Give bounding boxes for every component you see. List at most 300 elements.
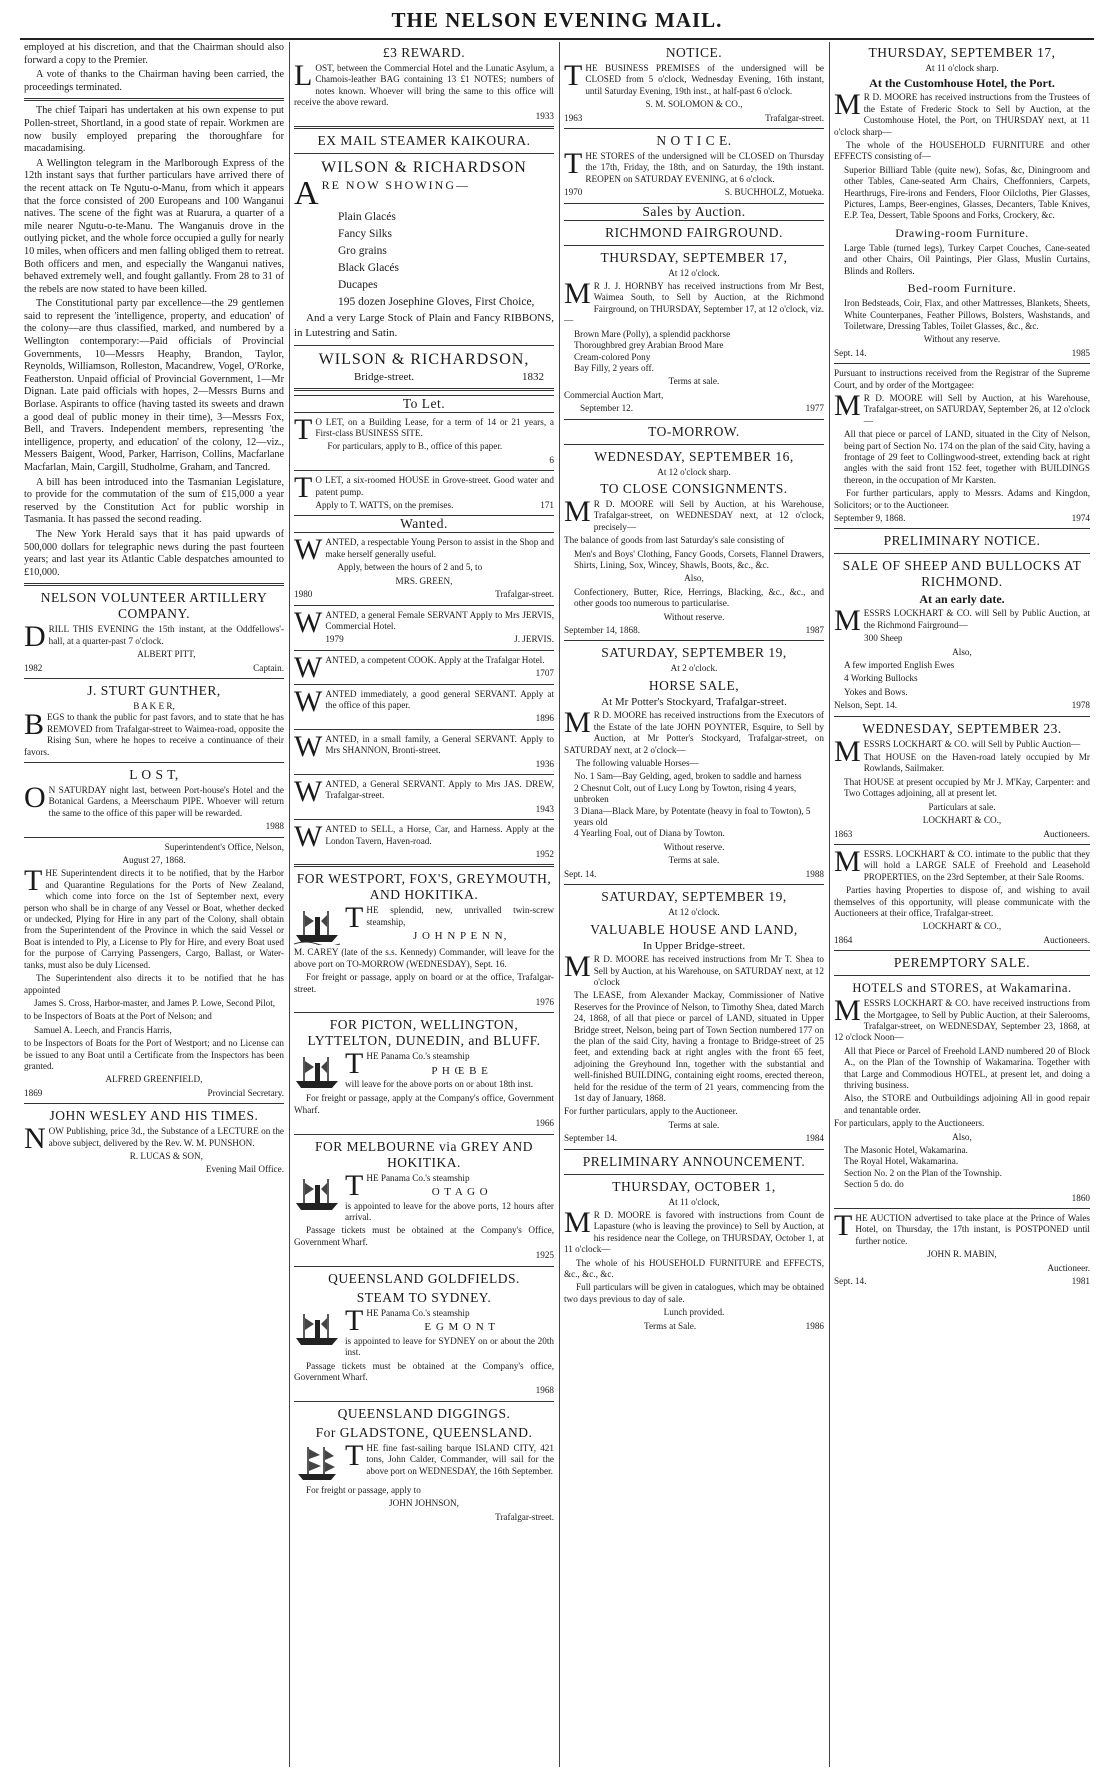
drop-cap: T <box>345 1438 364 1472</box>
ad-text: For freight or passage, apply on board or at the office, Trafalgar-street. <box>294 972 554 994</box>
ad-number: 1970 <box>564 187 583 198</box>
ad-heading: VALUABLE HOUSE AND LAND, <box>590 921 798 937</box>
ad-heading: NELSON VOLUNTEER ARTILLERY COMPANY. <box>40 590 268 622</box>
steamship-icon <box>294 907 340 945</box>
ad-address: Bridge-street. <box>354 371 415 384</box>
sale-time: At 12 o'clock. <box>668 907 720 918</box>
ad-number: 1974 <box>1071 513 1090 523</box>
ad-date: Nelson, Sept. 14. <box>834 700 898 711</box>
ad-signature: S. M. SOLOMON & CO., <box>645 99 743 110</box>
ad-signature: JOHN JOHNSON, <box>389 1498 459 1509</box>
article-text: The chief Taipari has undertaken at his own expense to put Pollen-street, Shortland, in a good state of repair. Workmen are now busily employed preparing the thoroughfare for macadamising. <box>24 105 284 155</box>
section-heading: To Let. <box>294 395 554 413</box>
divider <box>294 605 554 606</box>
ad-text: HE Panama Co.'s steamship <box>366 1051 470 1062</box>
divider <box>294 729 554 730</box>
ad-text: Full particulars will be given in catalogues, which may be obtained two days previous to day of sale. <box>564 1282 824 1304</box>
drop-cap: T <box>834 1209 853 1243</box>
ad-text: R D. MOORE is favored with instructions from Count de Lapasture (who is leaving the province) to Sell by Auction, at his residence near the College, on THURSDAY, October 1, at 11 o'clock— <box>564 1210 824 1255</box>
ad-role: Provincial Secretary. <box>207 1087 284 1098</box>
ad-text: ANTED, a general Female SERVANT Apply to Mrs JERVIS, Commercial Hotel. <box>325 609 554 631</box>
ad-text: For further particulars, apply to Messrs. Adams and Kingdon, Solicitors; or to the Auctioneer. <box>834 488 1090 510</box>
steamship-icon <box>294 1175 340 1213</box>
ad-text: R D. MOORE has received instructions from the Executors of the Estate of the late JOHN POYNTER, Esquire, to Sell by Auction, at Mr Potter's Stockyard, Trafalgar-street, on SATURDAY next, at 2 o'clock— <box>564 710 824 755</box>
ad-terms: Terms at sale. <box>668 1119 720 1130</box>
ad-number: 1943 <box>535 803 554 814</box>
sale-date: SATURDAY, SEPTEMBER 19, <box>601 645 787 661</box>
goods-list <box>338 209 554 311</box>
ad-terms: Without reserve. <box>663 611 725 622</box>
goods-item: 195 dozen Josephine Gloves, First Choice, <box>338 296 535 309</box>
divider <box>24 1103 284 1104</box>
ad-text: And a very Large Stock of Plain and Fancy RIBBONS, in Lutestring and Satin. <box>294 312 554 340</box>
divider <box>294 153 554 154</box>
sale-date: THURSDAY, OCTOBER 1, <box>612 1178 776 1194</box>
ad-signature: ALBERT PITT, <box>137 649 196 660</box>
drop-cap: T <box>294 471 313 505</box>
ad-heading: NOTICE. <box>665 45 723 60</box>
ad-text: RE NOW SHOWING— <box>321 178 470 193</box>
divider <box>564 1149 824 1150</box>
article-text: A Wellington telegram in the Marlborough Express of the 12th instant says that further particulars have arrived there of the recent attack on Te Ngutu-o-Manu, from which it appears that the force consisted of 200 Europeans and 100 Wanganui natives. The scene of the fight was at Ruarura, a quarter of a mile nearer Ngutu-o-te-Manu. The Wanganuis drove in the outlying picket, and the whole force occupied a gully for nearly 10 miles, when officers and men falling obliged them to retreat. Both officers and men, and especially the Wanganui natives, behaved extremely well, and fought gallantly. From 28 to 31 of the rebels are now stated to have been killed. <box>24 157 284 295</box>
divider <box>564 884 824 885</box>
ad-subheading: B A K E R, <box>133 700 175 711</box>
section-heading: Sales by Auction. <box>564 203 824 221</box>
ad-role: Auctioneer. <box>1047 1262 1090 1273</box>
ad-text: The whole of his HOUSEHOLD FURNITURE and EFFECTS, &c., &c., &c. <box>564 1257 824 1280</box>
lot-item: 300 Sheep <box>864 633 903 644</box>
article-text: The Constitutional party par excellence—the 29 gentlemen said to represent the 'intelligence, property, and education' of the colony—are thus classified, marked, and numbered by a Wellington contemporary:—Paid officials of Provincial Governments, 10—Messrs Heaphy, Brandon, Taylor, Reynolds, Williamson, Rolleston, Macandrew, Vogel, O'Rorke, Featherston. Unpaid official of Provincial Government, 1—Mr Dignan. Late paid officials with hopes, 2—Messrs Burns and Borlase. Aspirants to office (having tasted its sweets and drawn a good deal of public money in their time), 3—Messrs Fox, Bell, and Travers. Independent members, representing 'the intelligence, property, and education' of the colony, 12—viz., Messers Baigent, Wood, Parker, Harrison, Collins, Macfarlane Macfarlan, Main, Cargill, Studholme, Graham, and Tancred. <box>24 298 284 473</box>
sale-date: WEDNESDAY, SEPTEMBER 23. <box>862 720 1062 736</box>
ad-text: The balance of goods from last Saturday's sale consisting of <box>564 535 785 546</box>
masthead <box>0 0 1114 40</box>
divider <box>24 762 284 763</box>
column-1 <box>20 42 288 1767</box>
divider <box>834 1208 1090 1209</box>
ad-heading: PRELIMINARY NOTICE. <box>883 533 1041 549</box>
ad-text: ANTED to SELL, a Horse, Car, and Harness. Apply at the London Tavern, Haven-road. <box>325 824 554 846</box>
sailing-ship-icon <box>294 1445 340 1483</box>
ad-text: R D. MOORE will Sell by Auction, at his Warehouse, Trafalgar-street, on SATURDAY, September 26, at 12 o'clock— <box>863 392 1090 426</box>
column-2 <box>290 42 558 1767</box>
divider <box>294 345 554 346</box>
ad-date: September 14, 1868. <box>564 625 641 635</box>
ad-text: RILL THIS EVENING the 15th instant, at the Oddfellows'-hall, at a quarter-past 7 o'clock. <box>48 624 284 646</box>
ad-text: For freight or passage, apply at the Company's office, Government Wharf. <box>294 1093 554 1115</box>
divider <box>294 774 554 775</box>
ad-role: Auctioneers. <box>1043 934 1090 945</box>
ship-name: P H Œ B E <box>431 1064 489 1077</box>
lot-list <box>574 771 824 839</box>
ad-text: Parties having Properties to dispose of, and wishing to avail themselves of this opportunity, will please communicate with the Auctioneers at their office, Trafalgar-street. <box>834 885 1090 918</box>
ad-number: 1988 <box>265 821 284 832</box>
ad-text: That HOUSE at present occupied by Mr J. M'Kay, Carpenter: and Two Cottages adjoining, all at present let. <box>844 776 1090 799</box>
ad-text: to be Inspectors of Boats at the Port of Nelson; and <box>24 1011 212 1022</box>
lot-list <box>574 329 824 375</box>
ship-name: J O H N P E N N, <box>412 930 508 943</box>
column-3 <box>560 42 828 1767</box>
ad-text: The Superintendent also directs it to be notified that he has appointed <box>24 973 284 995</box>
ad-number: 1980 <box>294 589 313 600</box>
ad-date: August 27, 1868. <box>122 855 186 866</box>
ad-subheading: At an early date. <box>919 592 1005 607</box>
ad-text: For particulars, apply to B., office of this paper. <box>327 441 503 452</box>
ad-signature: LOCKHART & CO., <box>922 921 1002 932</box>
drop-cap: T <box>345 1168 364 1202</box>
ad-heading: STEAM TO SYDNEY. <box>356 1289 492 1305</box>
divider <box>24 678 284 679</box>
drop-cap: M <box>834 994 861 1028</box>
ad-heading: RICHMOND FAIRGROUND. <box>605 224 783 240</box>
drop-cap: M <box>564 706 591 740</box>
ad-role: Captain. <box>253 662 284 673</box>
ad-number: 1933 <box>535 110 554 121</box>
divider <box>564 640 824 641</box>
ad-text: will leave for the above ports on or about 18th inst. <box>345 1079 534 1090</box>
ad-text: Passage tickets must be obtained at the Company's office, Government Wharf. <box>294 1360 554 1382</box>
ad-text: R D. MOORE has received instructions from the Trustees of the Estate of Frederic Stock to Sell by Auction, at the Customhouse Hotel, the Port, on THURSDAY next, at 11 o'clock sharp— <box>834 92 1090 137</box>
lot-item: The Royal Hotel, Wakamarina. <box>844 1156 959 1167</box>
ad-text: is appointed to leave for SYDNEY on or about the 20th inst. <box>345 1335 554 1358</box>
ad-text: HE BUSINESS PREMISES of the undersigned will be CLOSED from 5 o'clock, Wednesday Evening, 16th instant, until Saturday Evening, 19th inst., at half-past 6 o'clock. <box>585 63 824 96</box>
ad-text: to be Inspectors of Boats for the Port of Westport; and no License can be issued to any Boat until a Certificate from the Inspectors has been granted. <box>24 1038 284 1071</box>
ad-text: O LET, a six-roomed HOUSE in Grove-street. Good water and patent pump. <box>315 475 554 497</box>
drop-cap: M <box>564 1206 591 1239</box>
steamship-icon <box>294 1053 340 1091</box>
ad-date: Sept. 14. <box>564 868 597 879</box>
drop-cap: T <box>564 59 583 92</box>
ad-text: Also, <box>952 646 972 657</box>
ad-terms: Without any reserve. <box>923 334 1001 345</box>
section-heading: Wanted. <box>294 515 554 533</box>
ad-text: Apply, between the hours of 2 and 5, to <box>337 562 483 573</box>
ad-number: 1863 <box>834 828 853 839</box>
article-text: A bill has been introduced into the Tasmanian Legislature, to provide for the commutation of the sum of £15,000 a year reserved by the Constitution Act for public worship in Tasmania. It has passed the second reading. <box>24 476 284 526</box>
ad-heading: WILSON & RICHARDSON <box>321 159 527 177</box>
ad-heading: TO CLOSE CONSIGNMENTS. <box>600 480 788 496</box>
ad-date: September 9, 1868. <box>834 513 906 523</box>
drop-cap: B <box>24 708 45 742</box>
masthead-rule <box>20 38 1094 40</box>
ad-signature: LOCKHART & CO., <box>922 815 1002 826</box>
ad-text: All that piece or parcel of LAND, situated in the City of Nelson, being part of Section No. 174 on the plan of the said City, having a frontage of 29 feet to Collingwood-street, extending back at right angles with the said front 152 feet, together with BUILDINGS thereon, in the occupation of Mr Karsten. <box>844 429 1090 485</box>
goods-item: Ducapes <box>338 279 378 292</box>
ad-text: R D. MOORE will Sell by Auction, at his Warehouse, Trafalgar-street, on WEDNESDAY next, at 12 o'clock, precisely— <box>593 498 824 532</box>
ad-number: 1936 <box>535 758 554 769</box>
ad-text: ANTED immediately, a good general SERVANT. Apply at the office of this paper. <box>325 688 554 710</box>
drop-cap: W <box>294 820 323 854</box>
ad-text: Men's and Boys' Clothing, Fancy Goods, Corsets, Flannel Drawers, Shirts, Lining, Sox, Wincey, Shawls, Boots, &c., &c. <box>574 548 824 570</box>
newspaper-page <box>20 42 1094 1767</box>
ad-heading: FOR PICTON, WELLINGTON, LYTTELTON, DUNEDIN, and BLUFF. <box>307 1017 541 1049</box>
ad-number: 1985 <box>1071 347 1090 358</box>
ad-terms: Terms at Sale. <box>644 1320 697 1331</box>
lot-item: 2 Chesnut Colt, out of Lucy Long by Towton, rising 4 years, unbroken <box>574 782 797 805</box>
ad-signature: MRS. GREEN, <box>395 575 453 586</box>
ship-name: O T A G O <box>431 1186 489 1199</box>
drop-cap: D <box>24 620 46 654</box>
lot-item: 3 Diana—Black Mare, by Potentate (heavy in foal to Towton), 5 years old <box>574 805 811 828</box>
ad-number: 1864 <box>834 934 853 945</box>
sale-date: THURSDAY, SEPTEMBER 17, <box>600 249 788 265</box>
ad-heading: TO-MORROW. <box>648 423 740 439</box>
ad-text: OST, between the Commercial Hotel and the Lunatic Asylum, a Chamois-leather BAG containing 13 £1 NOTES; numbers of notes known. Whoever will bring the same to this office will receive the above reward. <box>294 63 554 108</box>
ad-heading: N O T I C E. <box>656 133 732 149</box>
drop-cap: W <box>294 729 323 763</box>
ad-heading: FOR MELBOURNE via GREY AND HOKITIKA. <box>314 1138 533 1170</box>
sale-date: SATURDAY, SEPTEMBER 19, <box>601 889 787 905</box>
ad-signature: R. LUCAS & SON, <box>129 1150 203 1161</box>
lot-item: A few imported English Ewes <box>844 660 955 671</box>
ad-heading: QUEENSLAND GOLDFIELDS. <box>328 1270 520 1286</box>
divider <box>294 684 554 685</box>
ad-text: OW Publishing, price 3d., the Substance of a LECTURE on the above subject, delivered by the Rev. W. M. PUNSHON. <box>48 1126 284 1148</box>
ad-subheading: Bed-room Furniture. <box>907 281 1017 296</box>
divider <box>834 716 1090 717</box>
ad-text: EGS to thank the public for past favors, and to state that he has REMOVED from Trafalgar-street to Waimea-road, opposite the Rising Sun, where he hopes to receive a continuance of their favors. <box>24 712 284 757</box>
divider <box>294 1012 554 1013</box>
divider <box>294 819 554 820</box>
goods-item: Gro grains <box>338 245 387 258</box>
ad-heading: PRELIMINARY ANNOUNCEMENT. <box>582 1153 806 1169</box>
ad-subheading: Drawing-room Furniture. <box>895 225 1029 240</box>
article-text: A vote of thanks to the Chairman having been carried, the proceedings terminated. <box>24 69 284 93</box>
divider <box>294 126 554 129</box>
ad-text: ESSRS. LOCKHART & CO. intimate to the public that they will hold a LARGE SALE of Freehold and Leasehold PROPERTIES, on the 23rd September, at their Sale Rooms. <box>863 848 1090 882</box>
divider <box>564 1174 824 1175</box>
ad-text: R J. J. HORNBY has received instructions from Mr Best, Waimea South, to Sell by Auction, at the Richmond Fairground, on THURSDAY, September 17, at 12 o'clock, viz.— <box>564 281 824 326</box>
drop-cap: W <box>294 533 323 567</box>
ad-terms: Without reserve. <box>663 841 725 852</box>
ad-number: 1952 <box>535 849 554 859</box>
divider <box>294 470 554 471</box>
ad-text: O LET, on a Building Lease, for a term of 14 or 21 years, a First-class BUSINESS SITE. <box>315 416 554 439</box>
divider <box>564 245 824 246</box>
drop-cap: M <box>834 844 861 878</box>
lot-item: 4 Working Bullocks <box>844 673 918 684</box>
ad-heading: HORSE SALE, <box>648 677 740 693</box>
drop-cap: M <box>834 388 861 422</box>
lot-item: Cream-colored Pony <box>574 351 651 362</box>
ad-date: Sept. 14. <box>834 347 867 358</box>
ad-role: Auctioneers. <box>1043 828 1090 839</box>
ad-date: September 12. <box>580 403 634 414</box>
ad-text: James S. Cross, Harbor-master, and James P. Lowe, Second Pilot, <box>34 997 276 1008</box>
ad-terms: Terms at sale. <box>668 855 720 866</box>
ad-text: N SATURDAY night last, between Port-house's Hotel and the Botanical Gardens, a Meerschaum PIPE. Whoever will return the same to the office of this paper will be rewarded. <box>48 785 284 818</box>
ad-address: Trafalgar-street. <box>495 1511 554 1522</box>
divider <box>294 650 554 651</box>
drop-cap: M <box>564 950 591 984</box>
ad-text: For further particulars, apply to the Auctioneer. <box>564 1106 738 1117</box>
lot-item: Thoroughbred grey Arabian Brood Mare <box>574 340 724 351</box>
ad-text: HE Superintendent directs it to be notified, that by the Harbor and Quarantine Regulations for the Ports of New Zealand, which come into force on the 1st of September next, every person who shall be in charge of any Vessel or Boat, whether decked or undecked, Plying for Hire in any part of the Colony, shall obtain from the Superintendent of the Province in which the said Vessel or Boat is intended to Ply, a License to Ply for Hire, and every Boat used for the purpose of Carrying Passengers, Cargo, Ballast, or Water-tanks, must also be duly Licensed. <box>24 868 284 970</box>
ad-text: For freight or passage, apply to <box>306 1484 421 1495</box>
ad-number: 1896 <box>535 713 554 724</box>
drop-cap: T <box>294 412 313 446</box>
column-4 <box>830 42 1094 1767</box>
ad-text: Pursuant to instructions received from the Registrar of the Supreme Court, and by order of the Mortgagee: <box>834 368 1090 390</box>
article-text: employed at his discretion, and that the Chairman should also forward a copy to the Premier. <box>24 42 284 66</box>
goods-item: Plain Glacés <box>338 211 396 224</box>
drop-cap: M <box>564 277 591 311</box>
ad-heading: £3 REWARD. <box>382 45 466 60</box>
divider <box>294 864 554 867</box>
divider <box>834 950 1090 951</box>
divider <box>564 419 824 420</box>
ad-text: ANTED, a respectable Young Person to assist in the Shop and make herself generally useful. <box>325 537 554 559</box>
ad-text: HE Panama Co.'s steamship <box>366 1307 470 1318</box>
ad-heading: QUEENSLAND DIGGINGS. <box>337 1405 511 1421</box>
divider <box>834 553 1090 554</box>
divider <box>834 844 1090 845</box>
drop-cap: M <box>564 494 591 528</box>
ad-text: Large Table (turned legs), Turkey Carpet Couches, Cane-seated and other Chairs, Oil Paintings, Pier Glass, Muslin Curtains, Blinds and Rollers. <box>844 242 1090 276</box>
drop-cap: W <box>294 684 323 718</box>
ad-date: September 14. <box>564 1133 618 1144</box>
goods-item: Fancy Silks <box>338 228 392 241</box>
ad-number: 1987 <box>805 625 824 635</box>
drop-cap: W <box>294 774 323 808</box>
ad-heading: HOTELS and STORES, at Wakamarina. <box>852 981 1072 996</box>
ad-number: 1978 <box>1071 700 1090 711</box>
drop-cap: M <box>834 734 861 768</box>
ad-text: Samuel A. Leech, and Francis Harris, <box>34 1024 172 1035</box>
divider <box>24 98 284 101</box>
lot-item: Section No. 2 on the Plan of the Township. <box>844 1167 1002 1178</box>
divider <box>294 1266 554 1267</box>
ad-text: ESSRS LOCKHART & CO. have received instructions from the Mortgagee, to Sell by Public Auction, at their Salerooms, Trafalgar-street, on WEDNESDAY, September 23, 1868, at 12 o'clock Noon— <box>834 998 1090 1043</box>
ad-text: HE Panama Co.'s steamship <box>366 1172 470 1183</box>
ad-text: Apply to T. WATTS, on the premises. <box>315 500 454 511</box>
lot-item: No. 1 Sam—Bay Gelding, aged, broken to saddle and harness <box>574 771 802 782</box>
ad-number: 1979 <box>325 634 344 645</box>
ad-number: 1981 <box>1071 1276 1090 1287</box>
drop-cap: W <box>294 650 323 684</box>
goods-item: Black Glacés <box>338 262 399 275</box>
lot-item: Bay Filly, 2 years off. <box>574 362 654 373</box>
ad-number: 1966 <box>535 1118 554 1129</box>
ad-text: HE AUCTION advertised to take place at the Prince of Wales Hotel, on Thursday, the 17th instant, is POSTPONED until further notice. <box>855 1213 1090 1246</box>
ship-name: E G M O N T <box>424 1321 496 1334</box>
ad-text: ANTED, in a small family, a General SERVANT. Apply to Mrs SHANNON, Bronti-street. <box>325 733 554 756</box>
ad-text: ESSRS LOCKHART & CO. will Sell by Public Auction— <box>863 738 1081 749</box>
ad-number: 1986 <box>805 1320 824 1331</box>
ad-text: Also, the STORE and Outbuildings adjoining All in good repair and tenantable order. <box>844 1093 1090 1115</box>
ad-text: Particulars at sale. <box>928 801 996 812</box>
ad-text: Iron Bedsteads, Coir, Flax, and other Mattresses, Blankets, Sheets, White Counterpanes, Feather Pillows, Bolsters, Washstands, and Toiletware, Dressing Tables, Toilet Glasses, &c., &c. <box>844 298 1090 331</box>
ad-heading: WILSON & RICHARDSON, <box>318 351 530 369</box>
ad-number: 1968 <box>535 1385 554 1396</box>
ad-signature: Evening Mail Office. <box>205 1164 284 1175</box>
divider <box>294 1401 554 1402</box>
ad-number: 6 <box>549 454 554 465</box>
ad-signature: J. JERVIS. <box>514 634 554 645</box>
ad-heading: EX MAIL STEAMER KAIKOURA. <box>317 133 531 149</box>
ad-number: 1707 <box>535 668 554 679</box>
ad-text: ESSRS LOCKHART & CO. will Sell by Public Auction, at the Richmond Fairground— <box>863 608 1090 630</box>
divider <box>294 388 554 391</box>
lot-list <box>844 1145 1090 1191</box>
ad-text: ANTED, a competent COOK. Apply at the Trafalgar Hotel. <box>325 654 545 665</box>
drop-cap: T <box>564 147 583 181</box>
ad-text: The whole of the HOUSEHOLD FURNITURE and other EFFECTS consisting of— <box>834 140 1090 162</box>
ad-text: HE splendid, new, unrivalled twin-screw steamship, <box>366 905 554 927</box>
ad-heading: SALE OF SHEEP AND BULLOCKS AT RICHMOND. <box>842 558 1082 590</box>
drop-cap: L <box>294 59 313 92</box>
ad-number: 1869 <box>24 1087 43 1098</box>
ad-heading: J. STURT GUNTHER, <box>87 682 221 698</box>
ad-number: 1860 <box>1071 1192 1090 1203</box>
ad-number: 1963 <box>564 112 583 123</box>
ad-text: R D. MOORE has received instructions from Mr T. Shea to Sell by Auction, at his Warehouse, on SATURDAY next, at 12 o'clock <box>593 954 824 987</box>
drop-cap: M <box>834 604 861 638</box>
divider <box>564 444 824 445</box>
ad-signature: ALFRED GREENFIELD, <box>105 1074 203 1085</box>
article-text: The New York Herald says that it has paid upwards of 500,000 dollars for telegraphic news during the past fourteen years; and last year its Atlantic Cable despatches amounted to £10,000. <box>24 528 284 578</box>
ad-heading: FOR WESTPORT, FOX'S, GREYMOUTH, AND HOKITIKA. <box>296 871 552 903</box>
ad-text: For particulars, apply to the Auctioneers. <box>834 1118 985 1129</box>
newspaper-title: THE NELSON EVENING MAIL. <box>391 8 723 32</box>
steamship-icon <box>294 1310 340 1348</box>
lot-item: The Masonic Hotel, Wakamarina. <box>844 1145 968 1156</box>
sale-time: At 12 o'clock sharp. <box>657 466 731 477</box>
ad-heading: At the Customhouse Hotel, the Port. <box>869 76 1055 91</box>
divider <box>294 1134 554 1135</box>
divider <box>24 837 284 838</box>
ad-text: M. CAREY (late of the s.s. Kennedy) Commander, will leave for the above port on TO-MORROW (WEDNESDAY), Sept. 16. <box>294 947 554 969</box>
ad-text: Superior Billiard Table (quite new), Sofas, &c, Diningroom and other Tables, Cane-seated Arm Chairs, Cheffonniers, Carpets, Hearthrugs, Fire-irons and Fenders, Floor Oilcloths, Pier Glasses, Pictures, Lamps, Beer-engines, Glasses, Decanters, Table Knives, E.P. Tea, Dessert, Table Spoons and Forks, Crockery, &c. <box>844 164 1090 221</box>
ad-subheading: At Mr Potter's Stockyard, Trafalgar-street. <box>601 695 787 708</box>
sale-time: At 11 o'clock sharp. <box>925 63 999 73</box>
ad-text: All that Piece or Parcel of Freehold LAND numbered 20 of Block A., on the Plan of the Township of Wakamarina. Together with that Large and Commodious HOTEL, at present let, and doing a thriving business. <box>844 1045 1090 1090</box>
ad-number: 1976 <box>535 997 554 1008</box>
ad-heading: JOHN WESLEY AND HIS TIMES. <box>49 1108 259 1124</box>
ad-heading: For GLADSTONE, QUEENSLAND. <box>315 1424 533 1440</box>
ad-text: That HOUSE on the Haven-road lately occupied by Mr Rowlands, Sailmaker. <box>863 752 1090 774</box>
ad-text: Passage tickets must be obtained at the Company's Office, Government Wharf. <box>294 1225 554 1247</box>
ad-signature: S. BUCHHOLZ, Motueka. <box>724 187 824 198</box>
drop-cap: O <box>24 781 46 814</box>
divider <box>564 128 824 129</box>
ad-address: Trafalgar-street. <box>495 589 554 600</box>
ad-number: 1982 <box>24 662 43 673</box>
ad-text: Confectionery, Butter, Rice, Herrings, Blacking, &c., &c., and other goods too numerous to particularise. <box>574 586 824 609</box>
ad-text: Commercial Auction Mart, <box>564 389 664 400</box>
ad-number: 1977 <box>805 403 824 414</box>
ad-address: Trafalgar-street. <box>765 112 824 123</box>
ad-text: Also, <box>952 1131 972 1142</box>
ad-heading: L O S T, <box>129 767 179 782</box>
divider <box>834 975 1090 976</box>
ad-text: The following valuable Horses— <box>576 758 699 769</box>
lot-item: Brown Mare (Polly), a splendid packhorse <box>574 328 731 339</box>
drop-cap: T <box>24 864 43 898</box>
drop-cap: N <box>24 1122 46 1156</box>
sale-date: WEDNESDAY, SEPTEMBER 16, <box>594 448 794 464</box>
ad-number: 1925 <box>535 1250 554 1261</box>
ad-number: 171 <box>540 500 554 511</box>
ad-number: 1832 <box>522 371 544 384</box>
lot-item: Yokes and Bows. <box>844 686 908 697</box>
sale-time: At 12 o'clock. <box>668 267 720 278</box>
ad-signature: JOHN R. MABIN, <box>927 1249 997 1260</box>
lot-item: 4 Yearling Foal, out of Diana by Towton. <box>574 828 725 839</box>
ad-text: Also, <box>684 573 704 584</box>
sale-date: THURSDAY, SEPTEMBER 17, <box>868 45 1056 60</box>
ad-text: Superintendent's Office, Nelson, <box>164 841 284 852</box>
ad-number: 1988 <box>805 868 824 879</box>
